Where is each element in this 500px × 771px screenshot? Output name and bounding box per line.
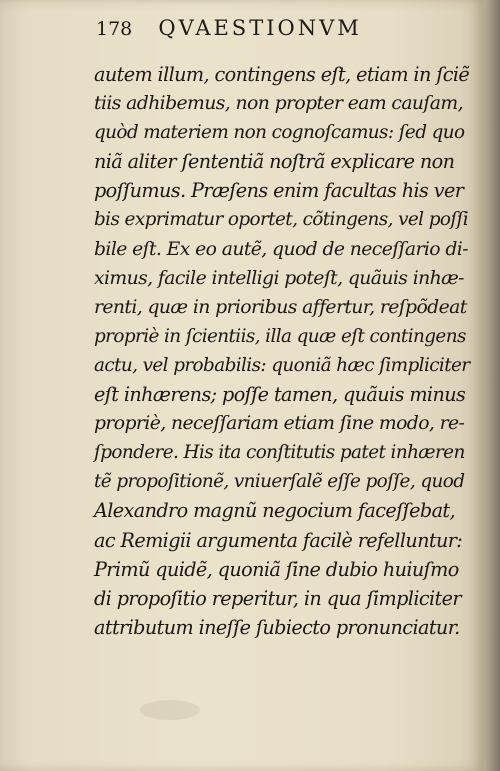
page-header [96,16,362,40]
body-text [94,60,470,642]
text-line: Alexandro magnũ negocium faceſſebat, [94,499,456,523]
text-line: eſt inhærens; poſſe tamen, quãuis minus [94,383,466,407]
text-line: propriè, neceſſariam etiam ſine modo, re- [94,413,465,435]
text-line: actu, vel probabilis: quoniã hæc ſimpliciter [94,354,470,376]
text-line: bis exprimatur oportet, cõtingens, vel poſſi [94,209,469,231]
text-line: attributum ineſſe ſubiecto pronunciatur. [94,615,460,639]
text-line: propriè in ſcientiis, illa quæ eſt contingens [94,325,466,347]
page-edge [484,0,500,771]
text-line: di propoſitio reperitur, in qua ſimpliciter [94,586,461,610]
text-line: ac Remigii argumenta facilè refelluntur: [94,528,463,552]
text-line: Primũ quidẽ, quoniã ſine dubio huiuſmo [94,557,459,581]
text-line: niã aliter ſententiã noſtrã explicare non [94,150,455,174]
text-line: tẽ propoſitionẽ, vniuerſalẽ eſſe poſſe, quod [94,471,465,493]
text-line: renti, quæ in prioribus affertur, reſpõdeat [94,296,467,318]
page-stain [140,700,200,720]
text-line: ſpondere. His ita conſtitutis patet inhæren [94,442,465,464]
text-line: autem illum, contingens eſt, etiam in ſciẽ [94,63,470,86]
text-line: poſſumus. Præſens enim facultas his ver [94,179,464,203]
text-line: tiis adhibemus, non propter eam cauſam, [94,93,463,115]
text-line: quòd materiem non cognoſcamus: ſed quo [94,122,465,144]
text-line: ximus, facile intelligi poteſt, quãuis inhæ- [94,267,464,289]
running-head: QVAESTIONVM [158,16,362,40]
page-number: 178 [96,18,133,40]
text-line: bile eſt. Ex eo autẽ, quod de neceſſario di- [94,238,468,260]
